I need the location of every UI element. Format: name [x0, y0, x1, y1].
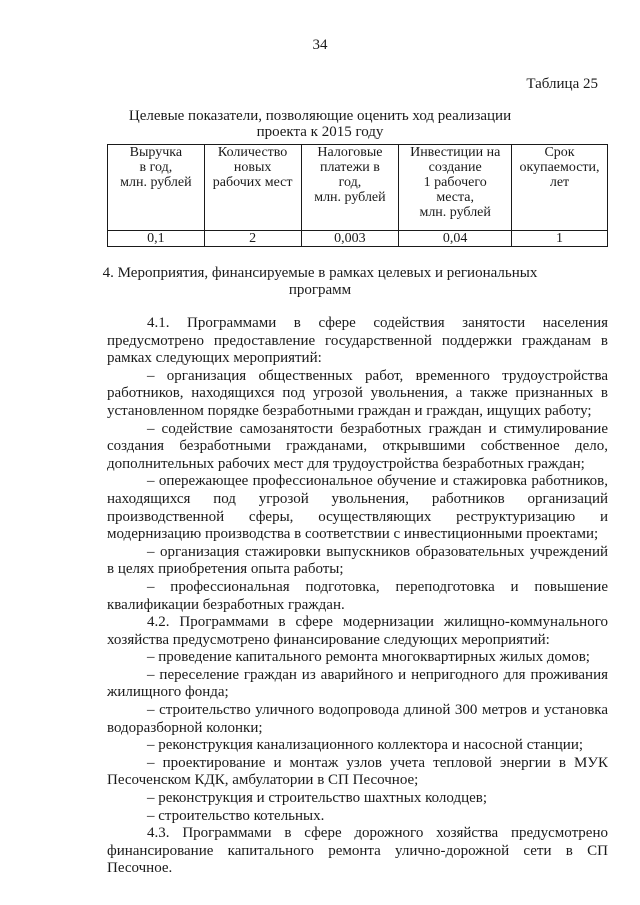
- indicators-table: [107, 144, 608, 247]
- paragraph-4-2: 4.2. Программами в сфере модернизации жилищно-коммунального хозяйства предусмотрено финансирование следующих мероприятий:: [107, 614, 608, 648]
- section-heading: 4. Мероприятия, финансируемые в рамках целевых и региональных программ: [102, 265, 538, 298]
- list-item: – строительство котельных.: [147, 807, 325, 824]
- header-investment: Инвестиции на создание 1 рабочего места, млн. рублей: [399, 145, 512, 231]
- list-item: – реконструкция и строительство шахтных колодцев;: [147, 790, 488, 807]
- list-item: – профессиональная подготовка, переподготовка и повышение квалификации безработных граждан.: [107, 578, 608, 613]
- page-number: 34: [312, 37, 328, 53]
- list-item: – переселение граждан из аварийного и непригодного для проживания жилищного фонда;: [107, 666, 608, 701]
- list-item: – опережающее профессиональное обучение и стажировка работников, находящихся под угрозой увольнения, работников организаций производственной сферы, осуществляющих реструктуризацию и модернизацию производства в соответствии с инвестиционными проектами;: [107, 473, 608, 543]
- table-caption: Целевые показатели, позволяющие оценить ход реализации проекта к 2015 году: [128, 108, 512, 140]
- table-header-row: [108, 145, 608, 231]
- header-jobs: Количество новых рабочих мест: [204, 145, 301, 231]
- list-item: – организация общественных работ, временного трудоустройства работников, находящихся под угрозой увольнения, а также признанных в установленном порядке безработными граждан и граждан, ищущих работу;: [107, 367, 608, 419]
- table-label: Таблица 25: [526, 76, 598, 92]
- paragraph-4-1: 4.1. Программами в сфере содействия занятости населения предусмотрено предоставление государственной поддержки гражданам в рамках следующих мероприятий:: [107, 315, 608, 367]
- paragraph-4-3: 4.3. Программами в сфере дорожного хозяйства предусмотрено финансирование капитального ремонта улично-дорожной сети в СП Песочное.: [107, 825, 608, 877]
- table-row: [108, 231, 608, 247]
- list-item: – реконструкция канализационного коллектора и насосной станции;: [147, 737, 584, 754]
- list-item: – проведение капитального ремонта многоквартирных жилых домов;: [147, 649, 590, 666]
- list-item: – проектирование и монтаж узлов учета тепловой энергии в МУК Песоченском КДК, амбулатории в СП Песочное;: [107, 754, 608, 789]
- list-item: – содействие самозанятости безработных граждан и стимулирование создания безработными гражданами, открывшими собственное дело, дополнительных рабочих мест для трудоустройства безработных граждан;: [107, 420, 608, 472]
- list-item: – строительство уличного водопровода длиной 300 метров и установка водоразборной колонки;: [107, 702, 608, 736]
- cell-jobs: 2: [204, 231, 301, 247]
- cell-investment: 0,04: [399, 231, 512, 247]
- cell-taxes: 0,003: [301, 231, 399, 247]
- list-item: – организация стажировки выпускников образовательных учреждений в целях приобретения опыта работы;: [107, 543, 608, 578]
- header-revenue: Выручка в год, млн. рублей: [108, 145, 205, 231]
- cell-revenue: 0,1: [108, 231, 205, 247]
- cell-payback: 1: [512, 231, 608, 247]
- header-payback: Срок окупаемости, лет: [512, 145, 608, 231]
- body-text: [107, 315, 608, 878]
- header-taxes: Налоговые платежи в год, млн. рублей: [301, 145, 399, 231]
